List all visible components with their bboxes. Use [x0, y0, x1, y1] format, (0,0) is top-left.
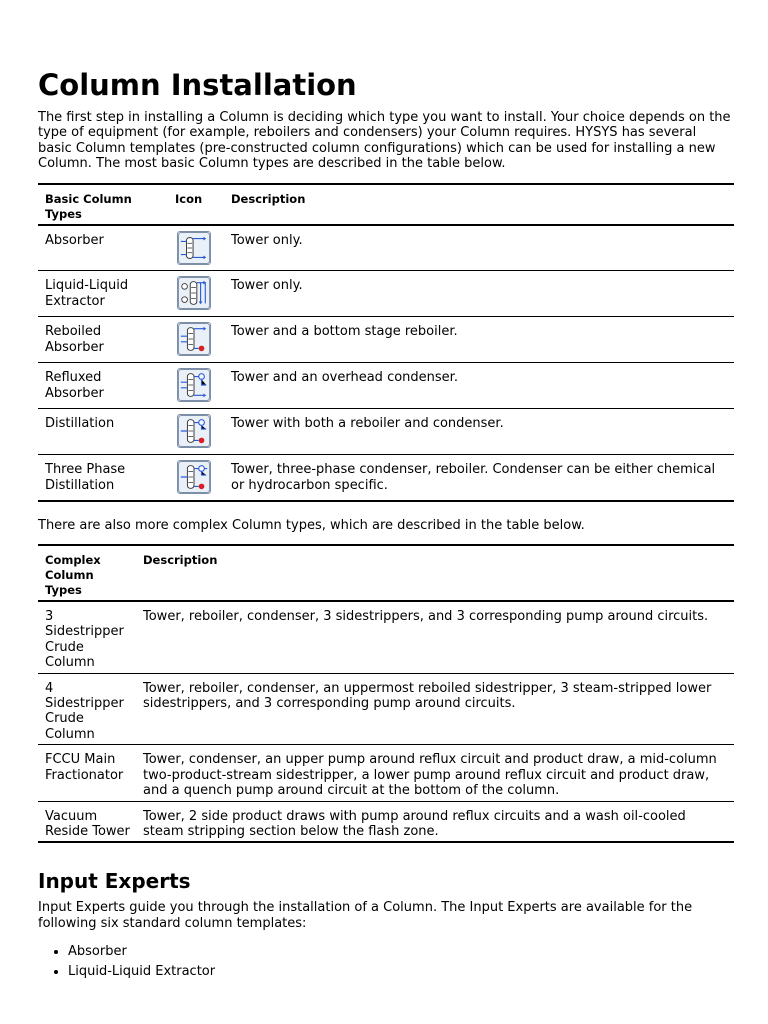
column-type: Absorber — [38, 225, 168, 271]
column-description: Tower with both a reboiler and condenser. — [224, 409, 734, 455]
header-icon: Icon — [168, 184, 224, 225]
column-description: Tower and a bottom stage reboiler. — [224, 317, 734, 363]
table-row — [38, 317, 734, 363]
column-description: Tower only. — [224, 271, 734, 317]
column-description: Tower and an overhead condenser. — [224, 363, 734, 409]
header-basic-column-types: Basic Column Types — [38, 184, 168, 225]
column-description: Tower only. — [224, 225, 734, 271]
table-row — [38, 745, 734, 801]
table-header-row — [38, 545, 734, 601]
basic-column-types-table — [38, 183, 734, 502]
table-row — [38, 271, 734, 317]
section-heading-input-experts: Input Experts — [38, 869, 191, 894]
header-description: Description — [224, 184, 734, 225]
page-title: Column Installation — [38, 68, 357, 102]
column-template-list — [38, 942, 734, 982]
header-description: Description — [136, 545, 734, 601]
table-row — [38, 363, 734, 409]
table-row — [38, 673, 734, 745]
column-type: Reboiled Absorber — [38, 317, 168, 363]
column-type: FCCU Main Fractionator — [38, 745, 136, 801]
table-row — [38, 225, 734, 271]
column-description: Tower, condenser, an upper pump around reflux circuit and product draw, a mid-column two-product-stream sidestripper, a lower pump around reflux circuit and product draw, and a quench pump around circuit at the bottom of the column. — [136, 745, 734, 801]
refluxed-absorber-icon — [177, 368, 211, 402]
column-type: Refluxed Absorber — [38, 363, 168, 409]
distillation-icon — [177, 414, 211, 448]
complex-intro-paragraph: There are also more complex Column types, which are described in the table below. — [38, 517, 585, 533]
intro-paragraph: The first step in installing a Column is deciding which type you want to install. Your choice depends on the type of equipment (for example, reboilers and condensers) your Column requires. HYSYS has several basic Column templates (pre-constructed column configurations) which can be used for installing a new Column. The most basic Column types are described in the table below. — [38, 110, 731, 172]
column-description: Tower, 2 side product draws with pump around reflux circuits and a wash oil-cooled steam stripping section below the flash zone. — [136, 801, 734, 842]
absorber-icon — [177, 231, 211, 265]
complex-column-types-table — [38, 544, 734, 843]
three-phase-distillation-icon — [177, 460, 211, 494]
input-experts-paragraph: Input Experts guide you through the installation of a Column. The Input Experts are available for the following six standard column templates: — [38, 900, 693, 931]
column-type: 3 Sidestripper Crude Column — [38, 601, 136, 673]
table-row — [38, 601, 734, 673]
table-row — [38, 455, 734, 501]
column-type: Liquid-Liquid Extractor — [38, 271, 168, 317]
reboiled-absorber-icon — [177, 322, 211, 356]
column-type: Vacuum Reside Tower — [38, 801, 136, 842]
column-description: Tower, reboiler, condenser, 3 sidestrippers, and 3 corresponding pump around circuits. — [136, 601, 734, 673]
list-item: • Absorber — [68, 942, 734, 962]
list-item: • Liquid-Liquid Extractor — [68, 962, 734, 982]
column-type: Three Phase Distillation — [38, 455, 168, 501]
column-type: 4 Sidestripper Crude Column — [38, 673, 136, 745]
table-row — [38, 801, 734, 842]
column-type: Distillation — [38, 409, 168, 455]
column-description: Tower, reboiler, condenser, an uppermost reboiled sidestripper, 3 steam-stripped lower sidestrippers, and 3 corresponding pump around circuits. — [136, 673, 734, 745]
table-header-row — [38, 184, 734, 225]
column-description: Tower, three-phase condenser, reboiler. Condenser can be either chemical or hydrocarbon specific. — [224, 455, 734, 501]
table-row — [38, 409, 734, 455]
liquid-liquid-extractor-icon — [177, 276, 211, 310]
header-complex-column-types: Complex Column Types — [38, 545, 136, 601]
